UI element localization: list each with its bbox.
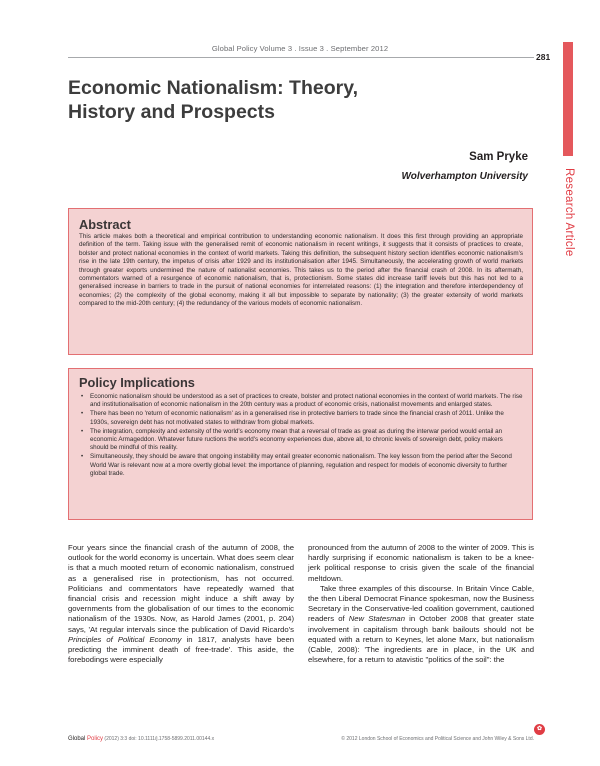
policy-item-text: Simultaneously, they should be aware that ongoing instability may entail greater economic nationalism. The key lesson from the period after the Second World War is relevant now at a more overtly global level: the importance of planning, regulation and respect for models of economic diversity to further global trade. bbox=[90, 453, 512, 478]
author-affiliation: Wolverhampton University bbox=[401, 171, 528, 182]
article-title bbox=[68, 76, 508, 124]
footer-citation bbox=[68, 736, 214, 742]
title-line-2: History and Prospects bbox=[68, 101, 275, 123]
body-text: Take three examples of this discourse. In Britain Vince Cable, the then Liberal Democrat Finance spokesman, now the Business Secretary in the Conservative-led coalition government, cautioned readers of bbox=[308, 583, 534, 624]
page-number: 281 bbox=[536, 52, 551, 62]
body-paragraph bbox=[68, 543, 294, 665]
policy-item-text: There has been no 'return of economic nationalism' as in a generalised rise in protective barriers to trade since the financial crash of 2011. Unlike the 1930s, sovereign debt has not motivated states to withdraw from global markets. bbox=[90, 410, 504, 426]
publisher-logo-icon: ✿ bbox=[534, 724, 545, 735]
author-name: Sam Pryke bbox=[469, 151, 528, 163]
bullet-icon: • bbox=[81, 394, 84, 400]
policy-item bbox=[79, 428, 523, 453]
doi-citation: (2012) 3:3 doi: 10.1111/j.1758-5899.2011.00144.x bbox=[103, 736, 215, 742]
body-paragraph: pronounced from the autumn of 2008 to the winter of 2009. This is hardly surprising if economic nationalism is taken to be a knee-jerk political response to crisis given the scale of the financial meltdown. bbox=[308, 543, 534, 583]
footer-copyright: © 2012 London School of Economics and Political Science and John Wiley & Sons Ltd. bbox=[341, 736, 534, 742]
abstract-text: This article makes both a theoretical and empirical contribution to understanding economic nationalism. It does this first through providing an appropriate definition of the term. Taking issue with the generalised remit of economic nationalism in recent writings, it suggests that it consists of practices to create, bolster and protect national economies in the context of world markets. Taking this definition, the subsequent history section identifies economic nationalism's rise in the late 19th century, the impetus of crisis after 1929 and its institutionalisation after 1945. Simultaneously, the accelerating growth of world markets through greater exports undermined the nature of nationalist economies. This takes us to the period after the financial crash of 2008. In its aftermath, commentators warned of a resurgence of economic nationalism, that is, protectionism. Some states did increase tariff levels but this has not led to a generalised increase in barriers to trade in the pursuit of national economies for interrelated reasons: (1) the integration and therefore interdependency of economies; (2) the complexity of the global economy, making it all but impossible to separate by nationality; (3) the greater extensity of world markets compared to the mid-20th century; (4) the redundancy of the various models of economic nationalism. bbox=[79, 233, 523, 308]
policy-item-text: Economic nationalism should be understood as a set of practices to create, bolster and protect national economies in the context of world markets. The rise and institutionalisation of economic nationalism in the 20th century was a product of economic crisis, nationalist movements and enlarged states. bbox=[90, 393, 523, 409]
body-text: in October 2008 that greater state involvement in capitalism through bank bailouts should not be equated with a return to Keynes, let alone Marx, but nationalism (Cable, 2008): 'The ingredients are in place, in the UK and elsewhere, for a return to atavistic "politics of the soil": the bbox=[308, 614, 535, 665]
bullet-icon: • bbox=[81, 428, 84, 435]
policy-item bbox=[79, 453, 523, 478]
title-line-1: Economic Nationalism: Theory, bbox=[68, 77, 359, 99]
body-text: Four years since the financial crash of the autumn of 2008, the outlook for the world economy is uncertain. What does seem clear is that a much mooted return of economic nationalism, construed as a generalised rise in protectionism, has not occurred. Politicians and commentators have repeatedly warned that financial crisis and recession might induce a shift away by governments from the globalisation of our times to the economic nationalism of the 1930s. Now, as Harold James (2001, p. 204) says, 'At regular intervals since the publication of David Ricardo's bbox=[68, 543, 294, 634]
policy-list bbox=[79, 393, 523, 479]
body-text: in 1817, analysts have been predicting the imminent death of free-trade'. This aside, the forebodings were especially bbox=[68, 634, 294, 665]
book-title: Principles of Political Economy bbox=[68, 634, 182, 644]
body-paragraph bbox=[308, 584, 534, 666]
abstract-box bbox=[68, 208, 533, 355]
section-tab-marker bbox=[563, 42, 573, 156]
journal-name: Global bbox=[68, 736, 88, 742]
journal-name-accent: Policy bbox=[87, 736, 104, 742]
bullet-icon: • bbox=[81, 411, 84, 418]
abstract-heading: Abstract bbox=[79, 217, 131, 232]
article-type-label: Research Article bbox=[563, 168, 575, 257]
running-head: Global Policy Volume 3 . Issue 3 . September 2012 bbox=[211, 44, 389, 53]
policy-heading: Policy Implications bbox=[79, 375, 195, 390]
policy-item bbox=[79, 393, 523, 410]
body-column-left bbox=[68, 543, 294, 665]
header-rule bbox=[68, 57, 534, 58]
body-column-right bbox=[308, 543, 534, 665]
policy-item-text: The integration, complexity and extensity of the world's economy mean that a reversal of trade as great as during the interwar period would entail an economic Armageddon. Whatever future ructions the world's economy experiences due, above all, to chronic levels of sovereign debt, policy makers should be mindful of this reality. bbox=[90, 427, 503, 452]
bullet-icon: • bbox=[81, 454, 84, 461]
policy-item bbox=[79, 410, 523, 427]
policy-implications-box bbox=[68, 368, 533, 520]
magazine-title: New Statesman bbox=[348, 614, 405, 624]
